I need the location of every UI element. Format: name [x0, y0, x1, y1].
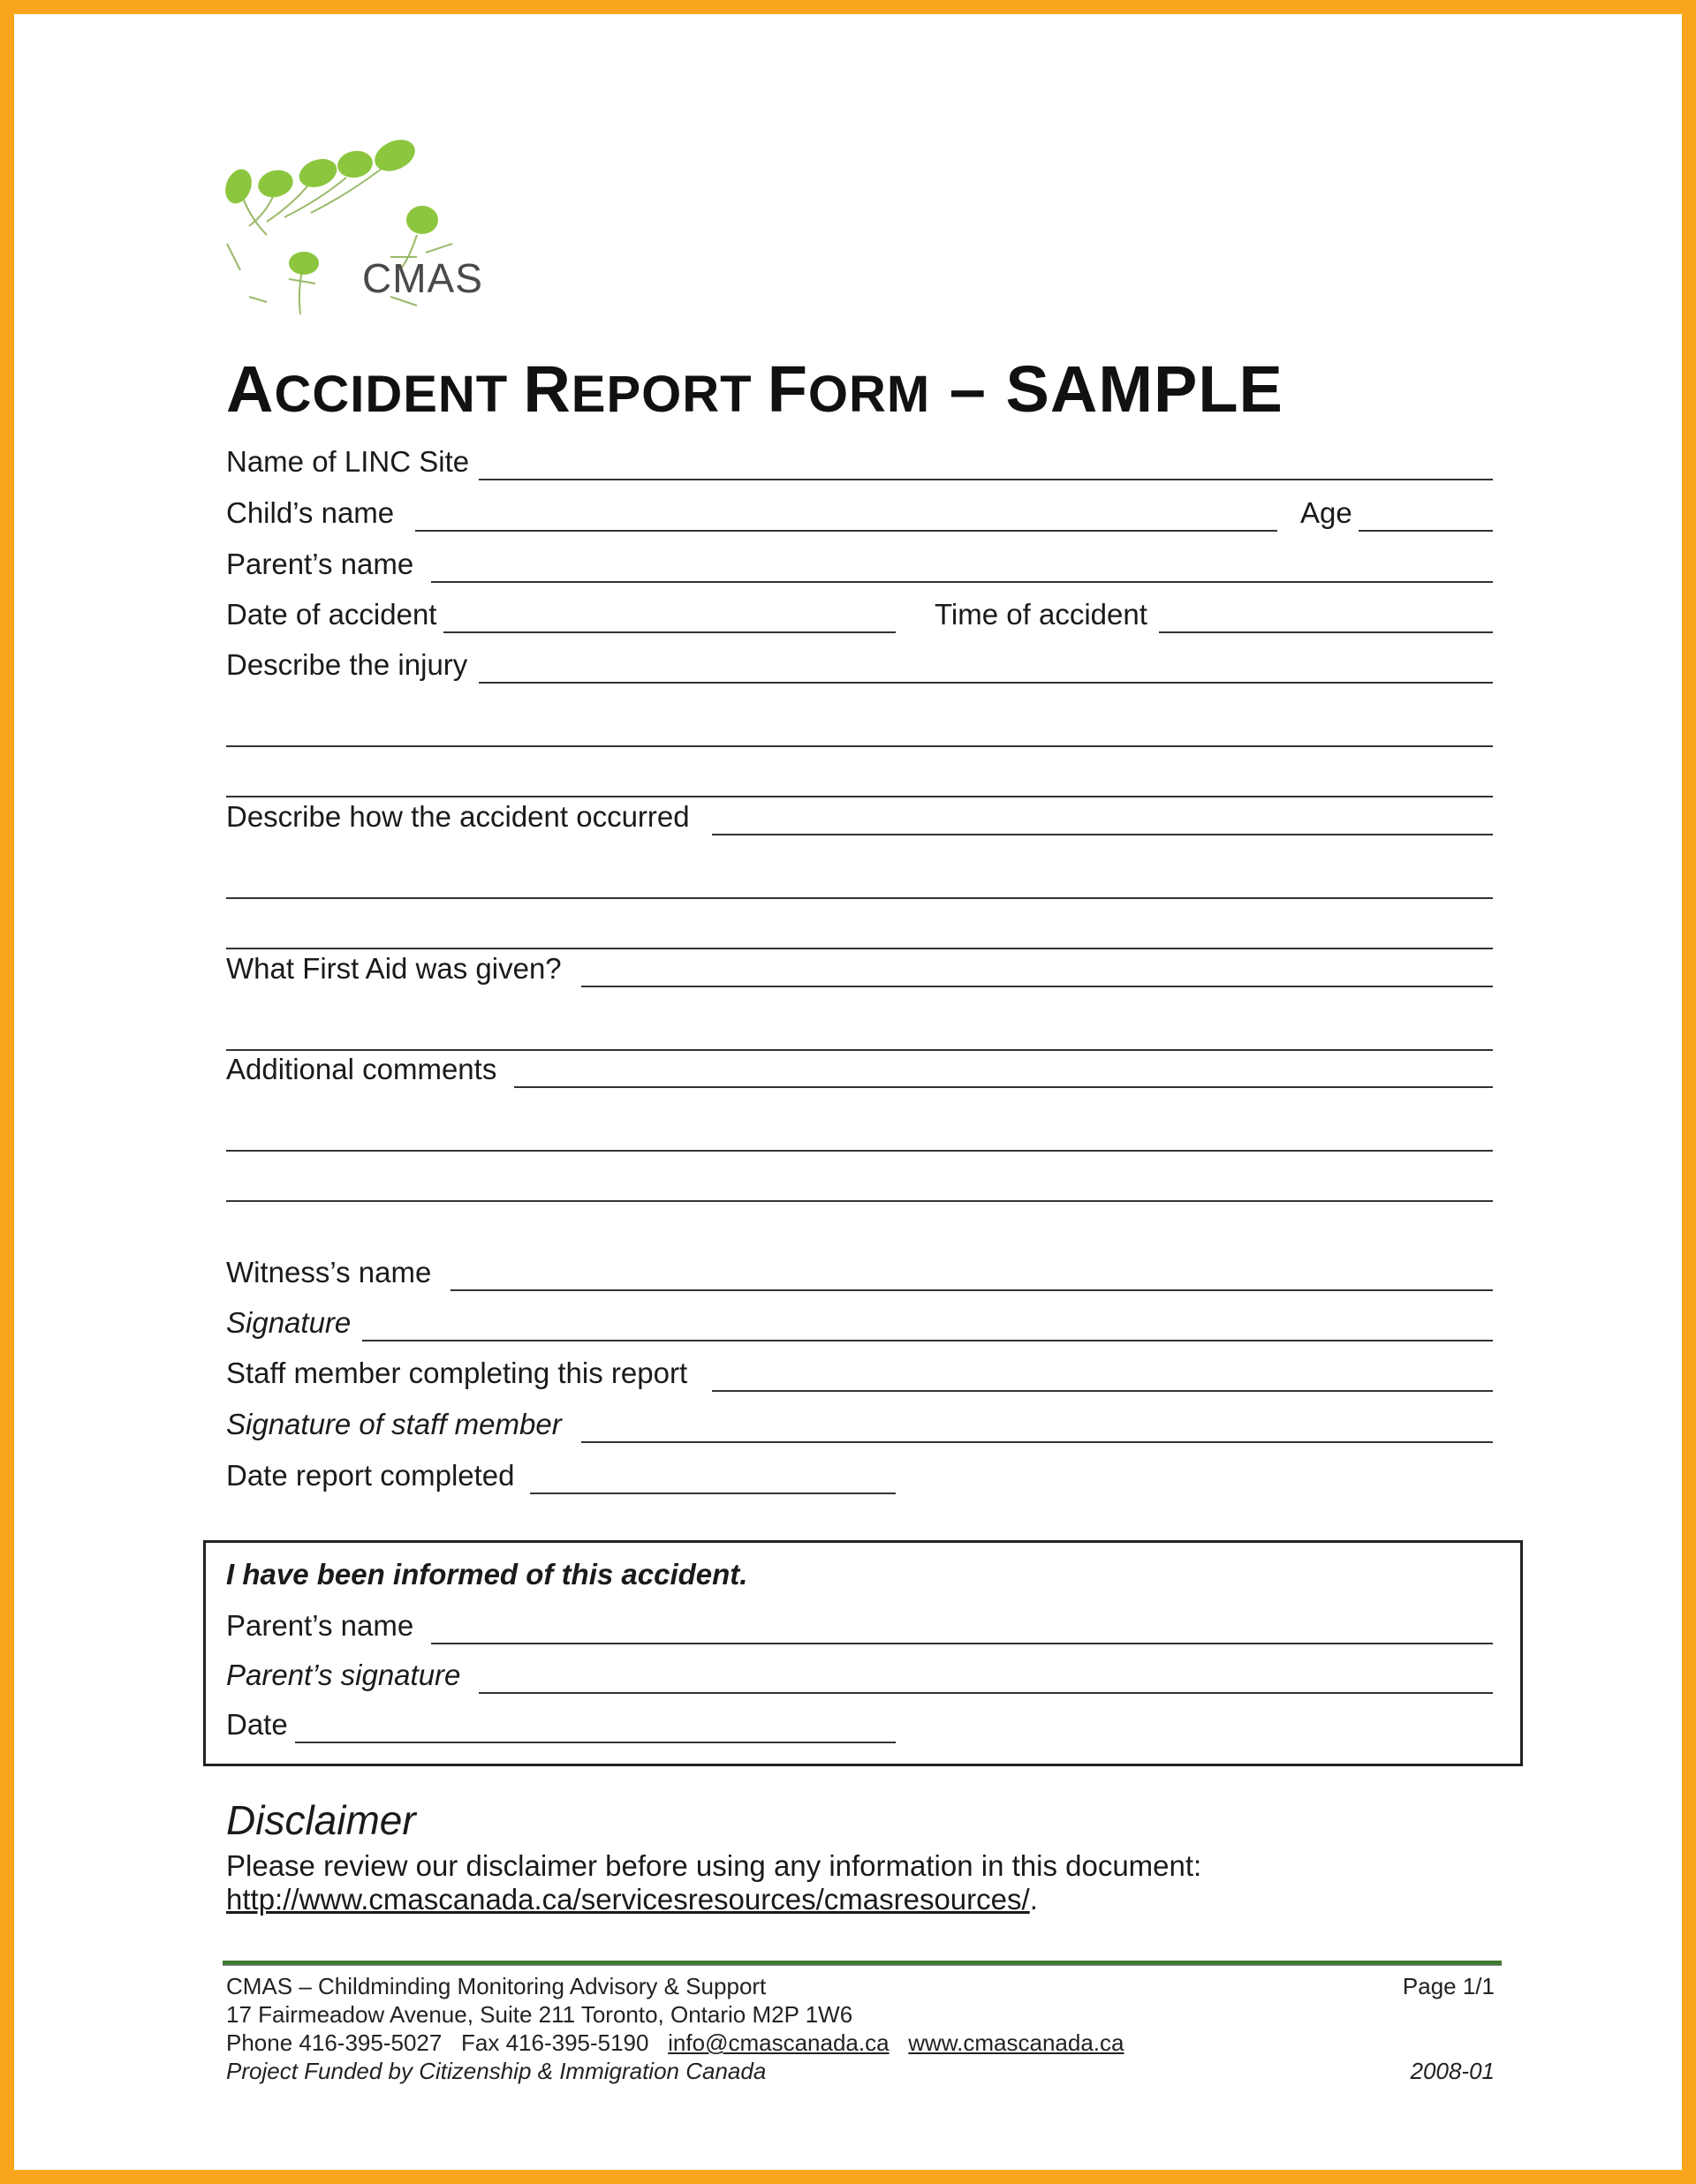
- staff-signature-field[interactable]: Signature of staff member: [226, 1408, 1493, 1447]
- disclaimer-link[interactable]: http://www.cmascanada.ca/servicesresources/cmasresources/: [226, 1883, 1030, 1916]
- footer-address: 17 Fairmeadow Avenue, Suite 211 Toronto, Ontario M2P 1W6: [226, 2001, 853, 2028]
- age-line[interactable]: [1359, 530, 1493, 532]
- disclaimer-text: Please review our disclaimer before using any information in this document:: [226, 1849, 1202, 1882]
- first-aid-field[interactable]: What First Aid was given?: [226, 952, 1493, 991]
- parent-name-field[interactable]: Parent’s name: [226, 548, 1493, 586]
- form-page: [14, 14, 1682, 2170]
- logo-wordmark: CMAS: [362, 255, 483, 301]
- witness-field[interactable]: Witness’s name: [226, 1256, 1493, 1295]
- parent-name-line[interactable]: [431, 581, 1493, 583]
- date-time-field[interactable]: Date of accident Time of accident: [226, 598, 1493, 637]
- how-occurred-field[interactable]: Describe how the accident occurred: [226, 800, 1493, 839]
- first-aid-line[interactable]: [581, 986, 1493, 987]
- first-aid-line-2[interactable]: [226, 1049, 1493, 1051]
- staff-signature-line[interactable]: [581, 1441, 1493, 1443]
- footer-email-link[interactable]: info@cmascanada.ca: [668, 2029, 890, 2056]
- injury-line-3[interactable]: [226, 796, 1493, 797]
- staff-member-field[interactable]: Staff member completing this report: [226, 1356, 1493, 1395]
- box-parent-signature-line[interactable]: [479, 1692, 1493, 1694]
- comments-field[interactable]: Additional comments: [226, 1053, 1493, 1092]
- comments-line-3[interactable]: [226, 1200, 1493, 1202]
- injury-line[interactable]: [479, 682, 1493, 684]
- child-name-line[interactable]: [415, 530, 1277, 532]
- footer-date-code: 2008-01: [1410, 2058, 1495, 2084]
- injury-line-2[interactable]: [226, 745, 1493, 747]
- footer-rule: [223, 1961, 1502, 1966]
- box-parent-signature-field[interactable]: Parent’s signature: [226, 1659, 1493, 1697]
- signature-line[interactable]: [362, 1340, 1493, 1341]
- box-date-field[interactable]: Date: [226, 1708, 1493, 1747]
- witness-line[interactable]: [450, 1289, 1493, 1291]
- how-occurred-line[interactable]: [712, 834, 1493, 835]
- footer-org: CMAS – Childminding Monitoring Advisory & Support: [226, 1973, 767, 1999]
- footer-funding: Project Funded by Citizenship & Immigration Canada: [226, 2058, 767, 2084]
- page-title: ACCIDENT REPORT FORM – SAMPLE: [226, 352, 1283, 426]
- box-date-line[interactable]: [295, 1742, 896, 1743]
- box-parent-name-line[interactable]: [431, 1643, 1493, 1644]
- footer-website-link[interactable]: www.cmascanada.ca: [908, 2029, 1124, 2056]
- how-occurred-line-3[interactable]: [226, 948, 1493, 949]
- box-parent-name-field[interactable]: Parent’s name: [226, 1609, 1493, 1648]
- comments-line[interactable]: [514, 1086, 1493, 1088]
- footer-contact: Phone 416-395-5027 Fax 416-395-5190 info@cmascanada.ca www.cmascanada.ca: [226, 2029, 1124, 2056]
- linc-site-line[interactable]: [479, 479, 1493, 480]
- acknowledgement-heading: I have been informed of this accident.: [226, 1558, 748, 1591]
- signature-field[interactable]: Signature: [226, 1306, 1493, 1345]
- cmas-logo-icon: [214, 138, 496, 332]
- time-accident-line[interactable]: [1159, 631, 1493, 633]
- footer-page: Page 1/1: [1402, 1973, 1495, 1999]
- child-name-field[interactable]: Child’s name Age: [226, 496, 1493, 535]
- comments-line-2[interactable]: [226, 1150, 1493, 1152]
- date-completed-line[interactable]: [530, 1493, 896, 1494]
- disclaimer-link-line: http://www.cmascanada.ca/servicesresources/cmasresources/.: [226, 1883, 1038, 1916]
- disclaimer-title: Disclaimer: [226, 1797, 416, 1843]
- how-occurred-line-2[interactable]: [226, 897, 1493, 899]
- linc-site-field[interactable]: Name of LINC Site: [226, 445, 1493, 484]
- date-accident-line[interactable]: [443, 631, 896, 633]
- staff-member-line[interactable]: [712, 1390, 1493, 1392]
- injury-field[interactable]: Describe the injury: [226, 648, 1493, 687]
- date-completed-field[interactable]: Date report completed: [226, 1459, 1493, 1498]
